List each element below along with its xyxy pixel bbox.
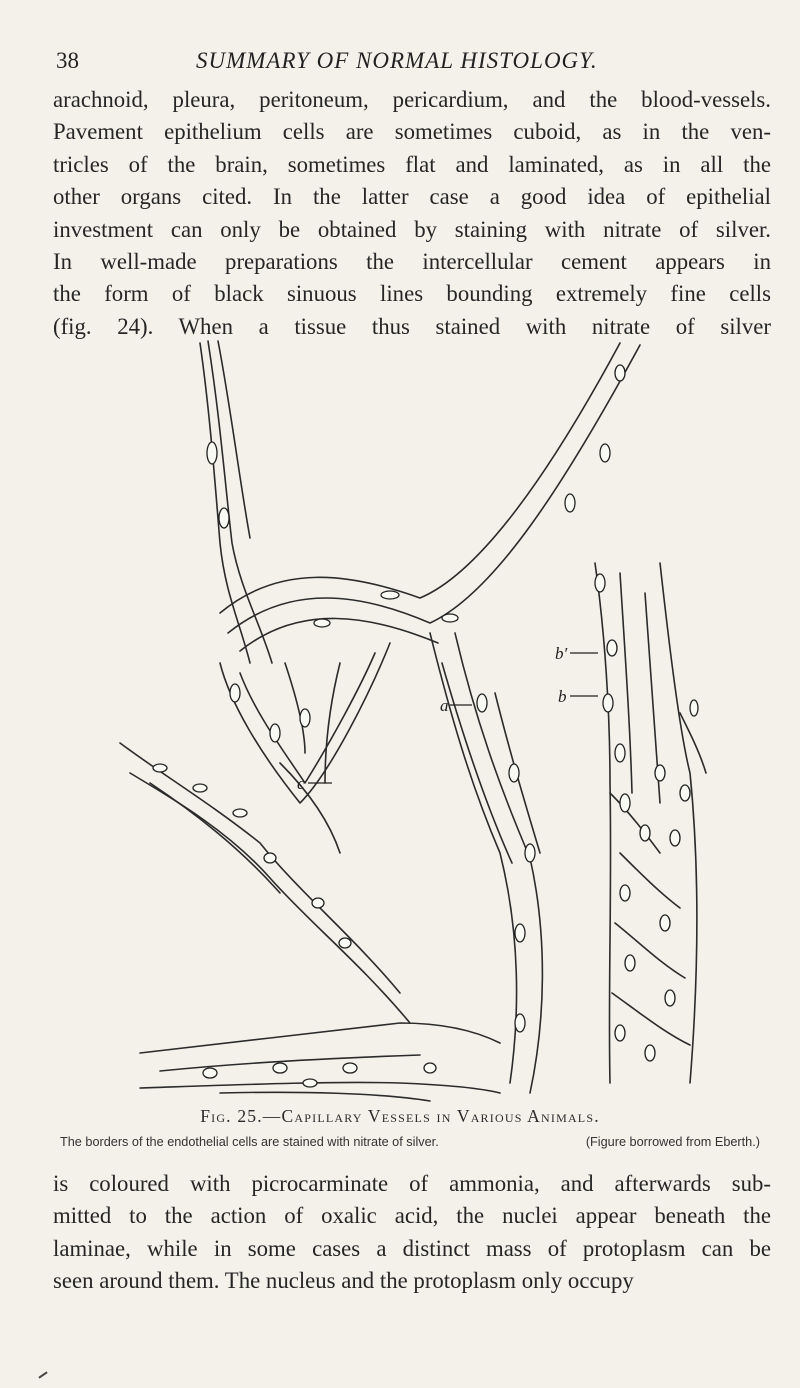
text-line: tricles of the brain, sometimes flat and laminated, as in all the xyxy=(53,151,771,177)
text-line: other organs cited. In the latter case a good idea of epithelial xyxy=(53,184,771,210)
capillary-illustration xyxy=(100,333,710,1103)
text-line: mitted to the action of oxalic acid, the nuclei appear beneath the xyxy=(53,1203,771,1229)
label-c: c xyxy=(297,774,305,793)
label-b: b xyxy=(558,687,567,706)
label-b-prime: b′ xyxy=(555,644,568,663)
paragraph-top xyxy=(53,84,771,343)
figure-title: Fig. 25.—Capillary Vessels in Various Animals. xyxy=(200,1106,600,1126)
text-line: seen around them. The nucleus and the protoplasm only occupy xyxy=(53,1268,634,1294)
text-line: laminae, while in some cases a distinct mass of protoplasm can be xyxy=(53,1235,771,1261)
caption-text: The borders of the endothelial cells are stained with nitrate of silver. xyxy=(60,1135,439,1149)
paragraph-bottom xyxy=(53,1168,771,1298)
figure-caption xyxy=(60,1135,760,1149)
caption-credit: (Figure borrowed from Eberth.) xyxy=(585,1135,760,1149)
page-header xyxy=(56,44,766,80)
figure-capillary-vessels xyxy=(100,333,710,1103)
margin-mark xyxy=(38,1371,47,1378)
text-line: arachnoid, pleura, peritoneum, pericardium, and the blood-vessels. xyxy=(53,87,771,112)
text-line: is coloured with picrocarminate of ammonia, and afterwards sub- xyxy=(53,1171,771,1196)
page-number: 38 xyxy=(56,48,79,73)
text-line: Pavement epithelium cells are sometimes cuboid, as in the ven- xyxy=(53,119,771,145)
label-a: a xyxy=(440,696,449,715)
running-head: SUMMARY OF NORMAL HISTOLOGY. xyxy=(196,48,598,73)
text-line: the form of black sinuous lines bounding extremely fine cells xyxy=(53,281,771,307)
text-line: (fig. 24). When a tissue thus stained with nitrate of silver xyxy=(53,313,771,339)
text-line: In well-made preparations the intercellular cement appears in xyxy=(53,249,771,275)
text-line: investment can only be obtained by staining with nitrate of silver. xyxy=(53,216,771,242)
